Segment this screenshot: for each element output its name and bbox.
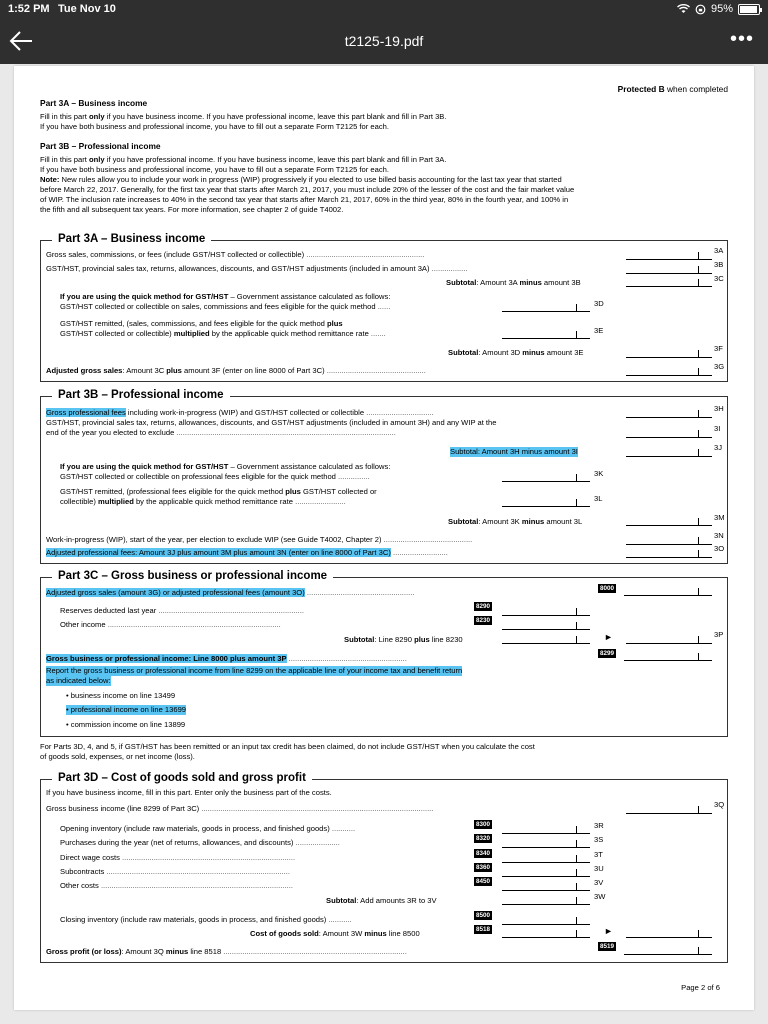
direct-wages-label: Direct wage costs ..................................................................................	[60, 853, 296, 862]
adjusted-gross-3c-label: Adjusted gross sales (amount 3G) or adjusted professional fees (amount 3O) ...................................................	[46, 588, 415, 597]
line-8300-field[interactable]	[502, 824, 590, 834]
subtotal-3p-inner-field[interactable]	[502, 634, 590, 644]
line-8450-field[interactable]	[502, 881, 590, 891]
part3d-intro: If you have business income, fill in this part. Enter only the business part of the costs.	[46, 788, 332, 797]
line-8500-box: 8500	[476, 912, 491, 919]
line-8290-box: 8290	[476, 603, 491, 610]
business-income-bullet: • business income on line 13499	[66, 691, 176, 700]
gst-hst-3b-label-1: GST/HST, provincial sales tax, returns, allowances, discounts, and GST/HST adjustments (included in amount 3H) and any WIP at the	[46, 418, 497, 427]
note-line-3: of WIP. The inclusion rate increases to 40% in the second tax year that starts after March 21, 2017, 60% in the third year, 80% in the fourth year, and 100% in	[40, 195, 569, 204]
remitted-3l-label-1: GST/HST remitted, (professional fees eligible for the quick method plus GST/HST collected or	[60, 487, 377, 496]
code-3c: 3C	[714, 274, 724, 283]
line-8230-box: 8230	[476, 617, 491, 624]
amount-3p-field[interactable]	[626, 634, 712, 644]
code-3i: 3I	[714, 424, 721, 433]
part3a-instruction-2: If you have both business and professional income, you have to fill out a separate Form T2125 for each.	[40, 122, 389, 131]
cogs-label: Cost of goods sold: Amount 3W minus line 8500	[250, 929, 420, 938]
part3b-heading: Part 3B – Professional income	[40, 141, 161, 151]
line-8519-box: 8519	[600, 943, 615, 950]
battery-icon	[738, 4, 760, 15]
line-8230-field[interactable]	[502, 620, 590, 630]
remitted-3e-label-1: GST/HST remitted, (sales, commissions, and fees eligible for the quick method plus	[60, 319, 343, 328]
page-number: Page 2 of 6	[681, 983, 720, 992]
code-3n: 3N	[714, 531, 724, 540]
line-8518-field[interactable]	[502, 928, 590, 938]
subcontracts-label: Subcontracts .......................................................................................	[60, 867, 290, 876]
document-title: t2125-19.pdf	[344, 33, 424, 49]
line-8500-field[interactable]	[502, 915, 590, 925]
code-3j: 3J	[714, 443, 723, 452]
line-8320-field[interactable]	[502, 838, 590, 848]
amount-3b-field[interactable]	[626, 264, 712, 274]
line-8340-box: 8340	[476, 850, 491, 857]
status-date: Tue Nov 10	[58, 3, 116, 15]
amount-3e-field[interactable]	[502, 329, 590, 339]
gross-fees-label: Gross professional fees including work-in-progress (WIP) and GST/HST collected or collectible ................................	[46, 408, 434, 417]
amount-3h-field[interactable]	[626, 408, 712, 418]
code-3r: 3R	[594, 821, 604, 830]
amount-3w-field[interactable]	[502, 895, 590, 905]
code-3a: 3A	[714, 246, 724, 255]
more-options-button[interactable]: •••	[729, 28, 754, 50]
part3c-title: Part 3C – Gross business or professional income	[52, 570, 333, 582]
nav-bar	[0, 20, 768, 64]
line-8299-box: 8299	[600, 650, 615, 657]
code-3l: 3L	[594, 494, 603, 503]
subtotal-3p-label: Subtotal: Line 8290 plus line 8230	[344, 635, 463, 644]
gross-profit-label: Gross profit (or loss): Amount 3Q minus line 8518 .......................................................................................	[46, 947, 407, 956]
code-3e: 3E	[594, 326, 604, 335]
wip-label: Work-in-progress (WIP), start of the year, per election to exclude WIP (see Guide T4002, Chapter 2) ..........................................	[46, 535, 473, 544]
report-instruction-1: Report the gross business or professional income from line 8299 on the applicable line of your income tax and benefit return	[46, 666, 463, 675]
code-3b: 3B	[714, 260, 724, 269]
line-8340-field[interactable]	[502, 853, 590, 863]
subtotal-3j-label: Subtotal: Amount 3H minus amount 3I	[450, 447, 578, 456]
code-3q: 3Q	[714, 800, 725, 809]
line-8360-field[interactable]	[502, 867, 590, 877]
part3b-instruction: Fill in this part only if you have professional income. If you have business income, leave this part blank and fill in Part 3A.	[40, 155, 447, 164]
opening-inventory-label: Opening inventory (include raw materials, goods in process, and finished goods) ...........	[60, 824, 356, 833]
line-8000-box: 8000	[600, 585, 615, 592]
gross-sales-label: Gross sales, commissions, or fees (include GST/HST collected or collectible) ........................................................	[46, 250, 425, 259]
subtotal-3m-label: Subtotal: Amount 3K minus amount 3L	[448, 517, 583, 526]
subtotal-3w-label: Subtotal: Add amounts 3R to 3V	[326, 896, 437, 905]
code-3t: 3T	[594, 850, 603, 859]
amount-3q-field[interactable]	[626, 804, 712, 814]
status-bar	[0, 0, 768, 20]
line-8290-field[interactable]	[502, 606, 590, 616]
arrow-right-icon: ►	[604, 926, 613, 936]
gst-hst-3a-label: GST/HST, provincial sales tax, returns, allowances, discounts, and GST/HST adjustments (included in amount 3A) .................	[46, 264, 468, 273]
code-3k: 3K	[594, 469, 604, 478]
protected-b-label: Protected B when completed	[617, 84, 728, 94]
line-8518-box: 8518	[476, 926, 491, 933]
code-3g: 3G	[714, 362, 725, 371]
report-instruction-2: as indicated below:	[46, 676, 111, 685]
subtotal-3f-label: Subtotal: Amount 3D minus amount 3E	[448, 348, 584, 357]
code-3m: 3M	[714, 513, 725, 522]
gst-hst-3b-label-2: end of the year you elected to exclude ........................................................................................................	[46, 428, 396, 437]
other-costs-label: Other costs ...........................................................................................	[60, 881, 293, 890]
commission-income-bullet: • commission income on line 13899	[66, 720, 186, 729]
amount-3k-field[interactable]	[502, 472, 590, 482]
code-3h: 3H	[714, 404, 724, 413]
amount-3d-field[interactable]	[502, 302, 590, 312]
remitted-3e-label-2: GST/HST collected or collectible) multiplied by the applicable quick method remittance rate .......	[60, 329, 386, 338]
parts-note-1: For Parts 3D, 4, and 5, if GST/HST has been remitted or an input tax credit has been claimed, do not include GST/HST when you calculate the cost	[40, 742, 535, 751]
purchases-label: Purchases during the year (net of returns, allowances, and discounts) .....................	[60, 838, 340, 847]
amount-3c-field[interactable]	[626, 277, 712, 287]
note-line-2: before March 22, 2017. Generally, for the first tax year that starts after March 21, 2017, you must include 20% of the lesser of the cost and the fair market value	[40, 185, 575, 194]
line-8320-box: 8320	[476, 835, 491, 842]
amount-3f-field[interactable]	[626, 348, 712, 358]
code-3v: 3V	[594, 878, 604, 887]
line-8299-field[interactable]	[624, 651, 712, 661]
code-3u: 3U	[594, 864, 604, 873]
reserves-label: Reserves deducted last year .....................................................................	[60, 606, 304, 615]
part3a-instruction: Fill in this part only if you have business income. If you have professional income, leave this part blank and fill in Part 3B.	[40, 112, 447, 121]
gross-business-income-label: Gross business income (line 8299 of Part 3C) ..............................................................................................................	[46, 804, 434, 813]
code-3w: 3W	[594, 892, 606, 901]
line-8000-field[interactable]	[624, 586, 712, 596]
code-3f: 3F	[714, 344, 723, 353]
line-8450-box: 8450	[476, 878, 491, 885]
adjusted-gross-sales-label: Adjusted gross sales: Amount 3C plus amount 3F (enter on line 8000 of Part 3C) ...............................................	[46, 366, 426, 375]
amount-3j-field[interactable]	[626, 447, 712, 457]
part3b-title: Part 3B – Professional income	[52, 389, 230, 401]
amount-3i-field[interactable]	[626, 428, 712, 438]
arrow-right-icon: ►	[604, 632, 613, 642]
code-3s: 3S	[594, 835, 604, 844]
note-line-1: Note: New rules allow you to include your work in progress (WIP) progressively if you elected to use billed basis accounting for the last tax year that started	[40, 175, 562, 184]
wifi-icon	[677, 4, 690, 14]
amount-3n-field[interactable]	[626, 535, 712, 545]
quick-method-3k-label: GST/HST collected or collectible on professional fees eligible for the quick method ...............	[60, 472, 370, 481]
part3b-instruction-2: If you have both business and professional income, you have to fill out a separate Form T2125 for each.	[40, 165, 389, 174]
quick-method-heading-3a: If you are using the quick method for GST/HST – Government assistance calculated as follows:	[60, 292, 391, 301]
part3d-title: Part 3D – Cost of goods sold and gross profit	[52, 772, 312, 784]
gross-income-8299-label: Gross business or professional income: Line 8000 plus amount 3P ........................................................	[46, 654, 407, 663]
rotation-lock-icon	[695, 4, 706, 15]
quick-method-heading-3b: If you are using the quick method for GST/HST – Government assistance calculated as follows:	[60, 462, 391, 471]
line-8360-box: 8360	[476, 864, 491, 871]
line-8519-field[interactable]	[624, 945, 712, 955]
pdf-page	[14, 66, 754, 1010]
status-time: 1:52 PM	[8, 3, 50, 15]
other-income-label: Other income ..................................................................................	[60, 620, 281, 629]
battery-percent: 95%	[710, 3, 733, 15]
code-3d: 3D	[594, 299, 604, 308]
subtotal-3c-label: Subtotal: Amount 3A minus amount 3B	[446, 278, 581, 287]
code-3p: 3P	[714, 630, 724, 639]
cogs-total-field[interactable]	[626, 928, 712, 938]
parts-note-2: of goods sold, expenses, or net income (loss).	[40, 752, 195, 761]
part3a-title: Part 3A – Business income	[52, 233, 211, 245]
amount-3m-field[interactable]	[626, 516, 712, 526]
adjusted-fees-label: Adjusted professional fees: Amount 3J plus amount 3M plus amount 3N (enter on line 8000 of Part 3C) ..........................	[46, 548, 448, 557]
amount-3o-field[interactable]	[626, 548, 712, 558]
line-8300-box: 8300	[476, 821, 491, 828]
amount-3g-field[interactable]	[626, 366, 712, 376]
quick-method-3d-label: GST/HST collected or collectible on sales, commissions and fees eligible for the quick method ......	[60, 302, 391, 311]
remitted-3l-label-2: collectible) multiplied by the applicable quick method remittance rate ........................	[60, 497, 346, 506]
amount-3a-field[interactable]	[626, 250, 712, 260]
status-right	[677, 3, 760, 15]
code-3o: 3O	[714, 544, 725, 553]
amount-3l-field[interactable]	[502, 497, 590, 507]
part3a-heading: Part 3A – Business income	[40, 98, 148, 108]
note-line-4: the fifth and all subsequent tax years. For more information, see chapter 2 of guide T4002.	[40, 205, 344, 214]
professional-income-bullet: • professional income on line 13699	[66, 705, 187, 714]
closing-inventory-label: Closing inventory (include raw materials, goods in process, and finished goods) ...........	[60, 915, 352, 924]
